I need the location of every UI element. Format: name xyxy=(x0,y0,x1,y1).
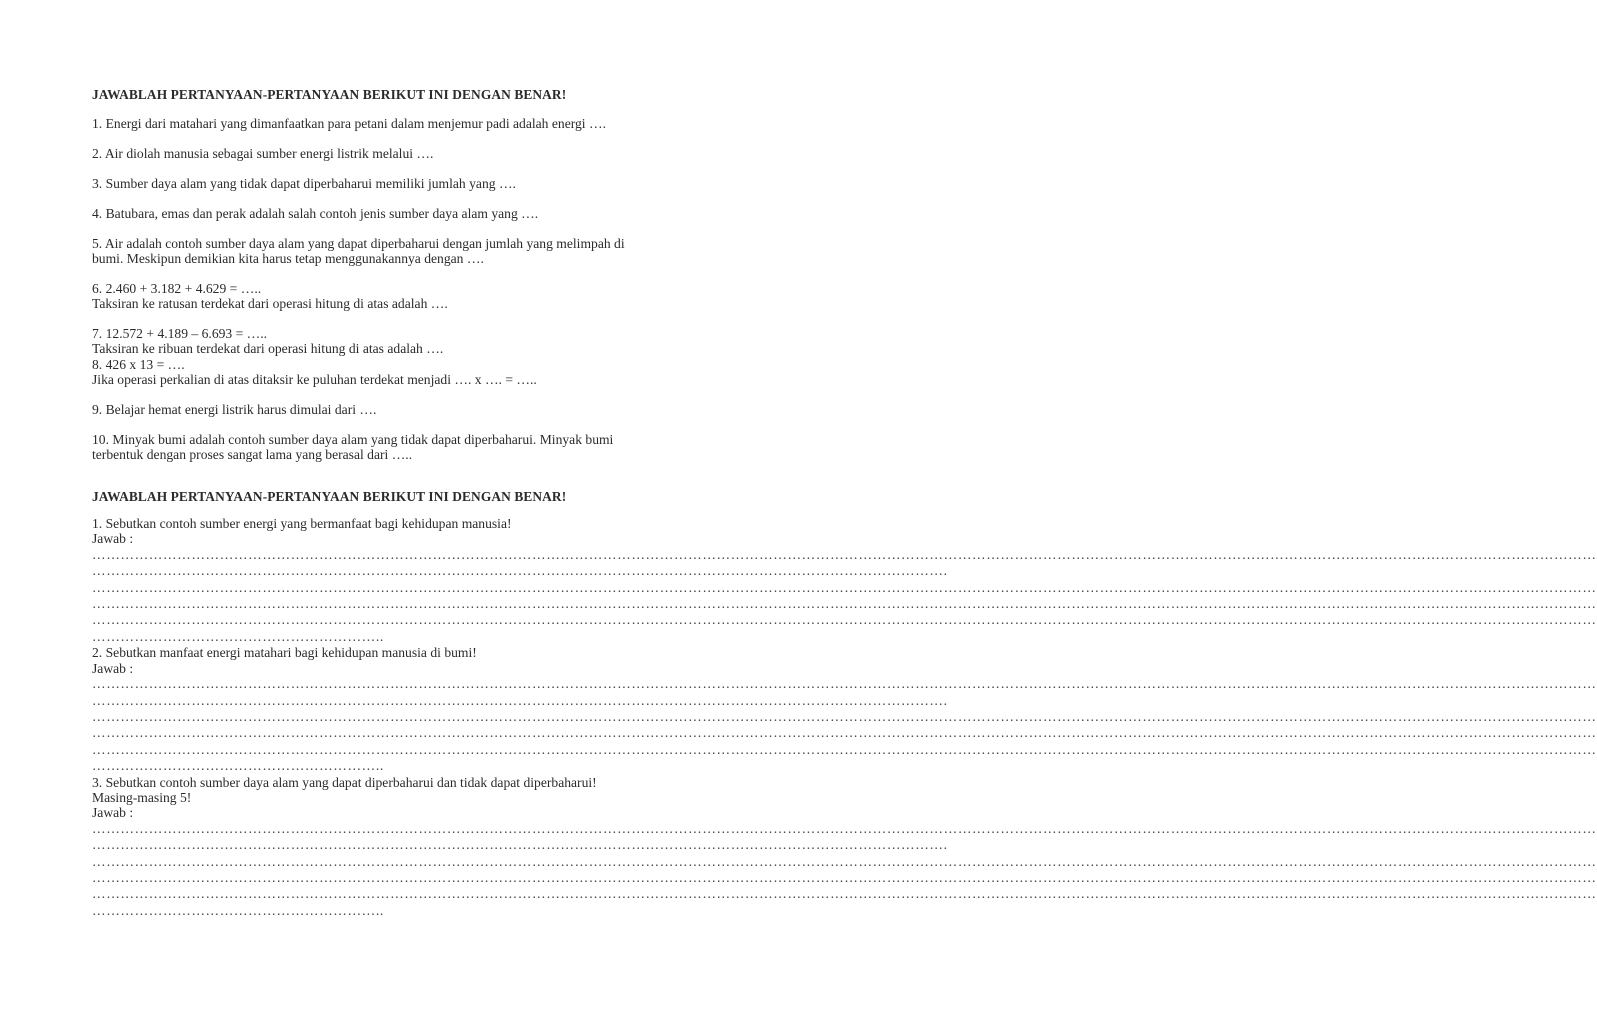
question-text: 9. Belajar hemat energi listrik harus dimulai dari …. xyxy=(92,402,377,418)
question-text: 1. Energi dari matahari yang dimanfaatkan para petani dalam menjemur padi adalah energi …. xyxy=(92,116,606,132)
essay-question-1 xyxy=(92,516,1597,645)
question-text: 3. Sumber daya alam yang tidak dapat diperbaharui memiliki jumlah yang …. xyxy=(92,176,516,191)
essay-question-text-line-1: 3. Sebutkan contoh sumber daya alam yang dapat diperbaharui dan tidak dapat diperbaharui! xyxy=(92,774,597,790)
question-text-line-2: Jika operasi perkalian di atas ditaksir ke puluhan terdekat menjadi …. x …. = ….. xyxy=(92,372,537,388)
question-5 xyxy=(92,236,708,267)
answer-dotted-line[interactable]: …………………………………………………….. xyxy=(92,902,384,918)
question-text-line-1: 6. 2.460 + 3.182 + 4.629 = ….. xyxy=(92,280,262,296)
question-7 xyxy=(92,326,708,357)
answer-dotted-line[interactable]: ………………………………………………………………………………………………………………………………………………………………………………………………………………………………………………………………………………………… xyxy=(92,596,1597,612)
question-text-line-2: terbentuk dengan proses sangat lama yang berasal dari ….. xyxy=(92,447,413,463)
answer-label: Jawab : xyxy=(92,660,134,676)
answer-dotted-line[interactable]: ………………………………………………………………………………………………………………………………………………………………………………………………………………………………………………………………………………………… xyxy=(92,676,1597,692)
answer-dotted-line[interactable]: ………………………………………………………………………………………………………………………………………………………………………………………………………………………………………………………………………………………… xyxy=(92,886,1597,902)
essay-question-3 xyxy=(92,774,1597,920)
question-text-line-1: 10. Minyak bumi adalah contoh sumber daya alam yang tidak dapat diperbaharui. Minyak bumi xyxy=(92,431,614,447)
essay-question-text-line-2: Masing-masing 5! xyxy=(92,789,192,805)
answer-dotted-line[interactable]: ………………………………………………………………………………………………………………………………………………………………. xyxy=(92,563,948,579)
question-1 xyxy=(92,116,708,131)
essay-question-text: 2. Sebutkan manfaat energi matahari bagi kehidupan manusia di bumi! xyxy=(92,645,477,661)
answer-dotted-line[interactable]: ………………………………………………………………………………………………………………………………………………………………………………………………………………………………………………………………………………………… xyxy=(92,579,1597,595)
answer-dotted-line[interactable]: ………………………………………………………………………………………………………………………………………………………………………………………………………………………………………………………………………………………… xyxy=(92,708,1597,724)
question-8 xyxy=(92,357,708,388)
question-text-line-1: 7. 12.572 + 4.189 – 6.693 = ….. xyxy=(92,326,268,341)
question-4 xyxy=(92,206,708,221)
section-heading-2: JAWABLAH PERTANYAAN-PERTANYAAN BERIKUT INI DENGAN BENAR! xyxy=(92,488,567,504)
question-text-line-2: Taksiran ke ribuan terdekat dari operasi hitung di atas adalah …. xyxy=(92,341,444,357)
question-text: 4. Batubara, emas dan perak adalah salah contoh jenis sumber daya alam yang …. xyxy=(92,205,539,221)
essay-question-text: 1. Sebutkan contoh sumber energi yang bermanfaat bagi kehidupan manusia! xyxy=(92,516,512,532)
question-text-line-1: 8. 426 x 13 = …. xyxy=(92,356,185,372)
answer-dotted-line[interactable]: ………………………………………………………………………………………………………………………………………………………………………………………………………………………………………………………………………………………… xyxy=(92,725,1597,741)
question-text-line-2: bumi. Meskipun demikian kita harus tetap menggunakannya dengan …. xyxy=(92,251,484,266)
answer-dotted-line[interactable]: ………………………………………………………………………………………………………………………………………………………………………………………………………………………………………………………………………………………… xyxy=(92,741,1597,757)
question-text-line-2: Taksiran ke ratusan terdekat dari operasi hitung di atas adalah …. xyxy=(92,296,448,312)
answer-dotted-line[interactable]: ………………………………………………………………………………………………………………………………………………………………………………………………………………………………………………………………………………………… xyxy=(92,869,1597,885)
question-3 xyxy=(92,176,708,191)
answer-dotted-line[interactable]: ………………………………………………………………………………………………………………………………………………………………………………………………………………………………………………………………………………………… xyxy=(92,853,1597,869)
answer-label: Jawab : xyxy=(92,805,134,821)
question-text: 2. Air diolah manusia sebagai sumber energi listrik melalui …. xyxy=(92,146,434,162)
answer-label: Jawab : xyxy=(92,531,134,547)
answer-dotted-line[interactable]: ………………………………………………………………………………………………………………………………………………………………. xyxy=(92,837,948,853)
answer-dotted-line[interactable]: ………………………………………………………………………………………………………………………………………………………………………………………………………………………………………………………………………………………… xyxy=(92,546,1597,562)
section-heading-1: JAWABLAH PERTANYAAN-PERTANYAAN BERIKUT INI DENGAN BENAR! xyxy=(92,87,567,102)
answer-dotted-line[interactable]: ………………………………………………………………………………………………………………………………………………………………. xyxy=(92,692,948,708)
question-2 xyxy=(92,146,708,161)
answer-dotted-line[interactable]: ………………………………………………………………………………………………………………………………………………………………………………………………………………………………………………………………………………………… xyxy=(92,820,1597,836)
question-9 xyxy=(92,402,708,417)
answer-dotted-line[interactable]: ………………………………………………………………………………………………………………………………………………………………………………………………………………………………………………………………………………………… xyxy=(92,612,1597,628)
essay-question-2 xyxy=(92,645,1597,774)
question-text-line-1: 5. Air adalah contoh sumber daya alam yang dapat diperbaharui dengan jumlah yang melimpah di xyxy=(92,235,625,251)
question-6 xyxy=(92,281,708,312)
answer-dotted-line[interactable]: …………………………………………………….. xyxy=(92,628,384,644)
question-10 xyxy=(92,432,708,463)
answer-dotted-line[interactable]: …………………………………………………….. xyxy=(92,758,384,774)
